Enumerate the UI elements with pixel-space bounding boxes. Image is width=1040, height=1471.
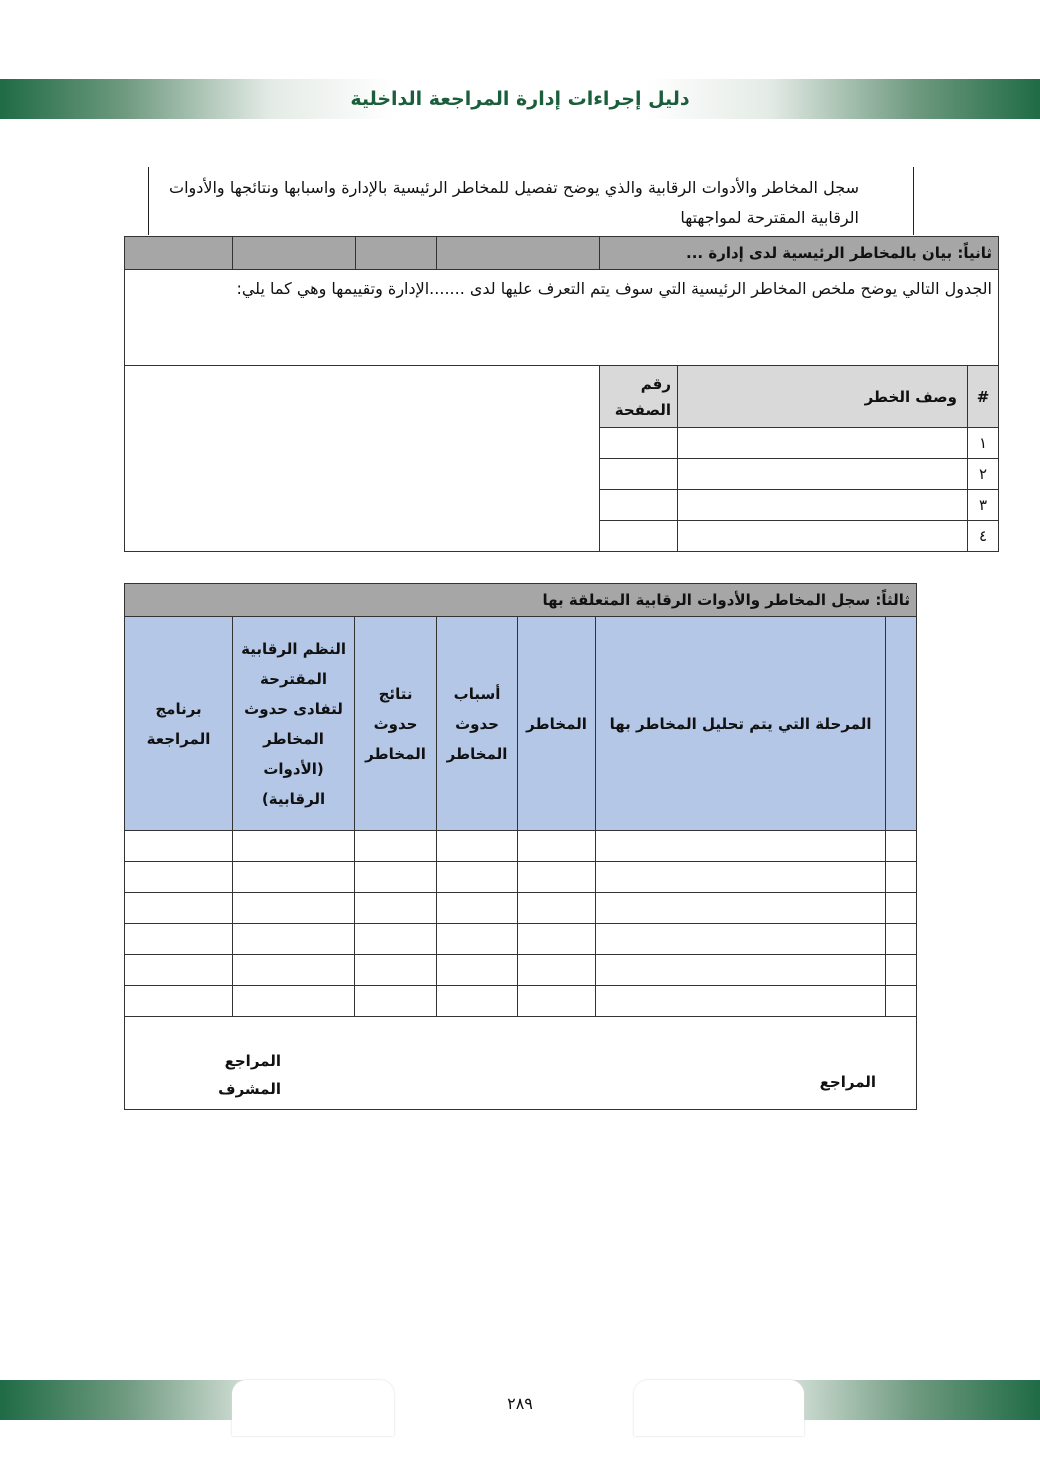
heading-filler	[233, 237, 356, 270]
document-title: دليل إجراءات إدارة المراجعة الداخلية	[350, 88, 690, 110]
page-number-cell	[600, 490, 678, 521]
table-cell	[125, 986, 233, 1017]
auditor-label: المراجع	[819, 1073, 877, 1091]
table-cell	[886, 955, 917, 986]
table-cell	[355, 986, 437, 1017]
risk-description-cell	[678, 428, 968, 459]
table-cell	[355, 831, 437, 862]
col-audit-program-header: برنامج المراجعة	[125, 617, 233, 831]
table-cell	[125, 893, 233, 924]
table-cell	[596, 831, 886, 862]
table-cell	[233, 862, 355, 893]
table-cell	[596, 955, 886, 986]
col-causes-header: أسباب حدوث المخاطر	[437, 617, 518, 831]
table-cell	[518, 862, 596, 893]
blank-area	[125, 366, 600, 552]
table-cell	[233, 955, 355, 986]
table-cell	[886, 831, 917, 862]
col-risk-description-header: وصف الخطر	[678, 366, 968, 428]
risk-description-cell	[678, 490, 968, 521]
table-cell	[518, 955, 596, 986]
col-number-header: #	[968, 366, 999, 428]
table-cell	[886, 924, 917, 955]
col-stage-header: المرحلة التي يتم تحليل المخاطر بها	[596, 617, 886, 831]
row-number: ١	[968, 428, 999, 459]
table-cell	[437, 862, 518, 893]
row-number: ٣	[968, 490, 999, 521]
heading-filler	[125, 237, 233, 270]
page-number-cell	[600, 521, 678, 552]
table-cell	[437, 831, 518, 862]
table-cell	[596, 862, 886, 893]
table-cell	[886, 986, 917, 1017]
table-cell	[437, 893, 518, 924]
page-number-cell	[600, 459, 678, 490]
table-cell	[437, 986, 518, 1017]
risk-register-table	[124, 583, 917, 1110]
table-cell	[233, 893, 355, 924]
table-cell	[125, 831, 233, 862]
row-number: ٢	[968, 459, 999, 490]
table-cell	[125, 955, 233, 986]
page-number-cell	[600, 428, 678, 459]
table-cell	[233, 986, 355, 1017]
col-risks-header: المخاطر	[518, 617, 596, 831]
table-cell	[355, 862, 437, 893]
page-number: ٢٨٩	[507, 1394, 533, 1413]
table-cell	[596, 924, 886, 955]
risk-description-cell	[678, 521, 968, 552]
section3-heading: ثالثاً: سجل المخاطر والأدوات الرقابية المتعلقة بها	[125, 584, 917, 617]
table-cell	[518, 831, 596, 862]
table-cell	[596, 986, 886, 1017]
table-cell	[355, 924, 437, 955]
signature-row	[125, 1017, 917, 1110]
table-cell	[437, 955, 518, 986]
heading-filler	[356, 237, 437, 270]
section2-description: الجدول التالي يوضح ملخص المخاطر الرئيسية التي سوف يتم التعرف عليها لدى .......الإدارة وتقييمها وهي كما يلي:	[125, 270, 999, 366]
table-cell	[518, 924, 596, 955]
row-number: ٤	[968, 521, 999, 552]
table-cell	[886, 893, 917, 924]
heading-filler	[437, 237, 600, 270]
table-cell	[518, 986, 596, 1017]
table-cell	[886, 862, 917, 893]
table-cell	[125, 862, 233, 893]
table-cell	[233, 831, 355, 862]
col-controls-header: النظم الرقابية المقترحة لتفادى حدوث المخاطر (الأدوات الرقابية)	[233, 617, 355, 831]
intro-continuation: سجل المخاطر والأدوات الرقابية والذي يوضح تفصيل للمخاطر الرئيسية بالإدارة واسبابها ونتائجها والأدوات الرقابية المقترحة لمواجهتها	[148, 167, 914, 235]
table-cell	[437, 924, 518, 955]
table-cell	[233, 924, 355, 955]
table-cell	[125, 924, 233, 955]
table-cell	[518, 893, 596, 924]
col-index-header	[886, 617, 917, 831]
col-page-number-header: رقم الصفحة	[600, 366, 678, 428]
risk-description-cell	[678, 459, 968, 490]
key-risks-table	[124, 236, 999, 552]
supervisor-label: المراجع المشرف	[218, 1052, 281, 1098]
section2-heading: ثانياً: بيان بالمخاطر الرئيسية لدى إدارة ...	[600, 237, 999, 270]
col-consequences-header: نتائج حدوث المخاطر	[355, 617, 437, 831]
table-cell	[355, 955, 437, 986]
table-cell	[355, 893, 437, 924]
table-cell	[596, 893, 886, 924]
